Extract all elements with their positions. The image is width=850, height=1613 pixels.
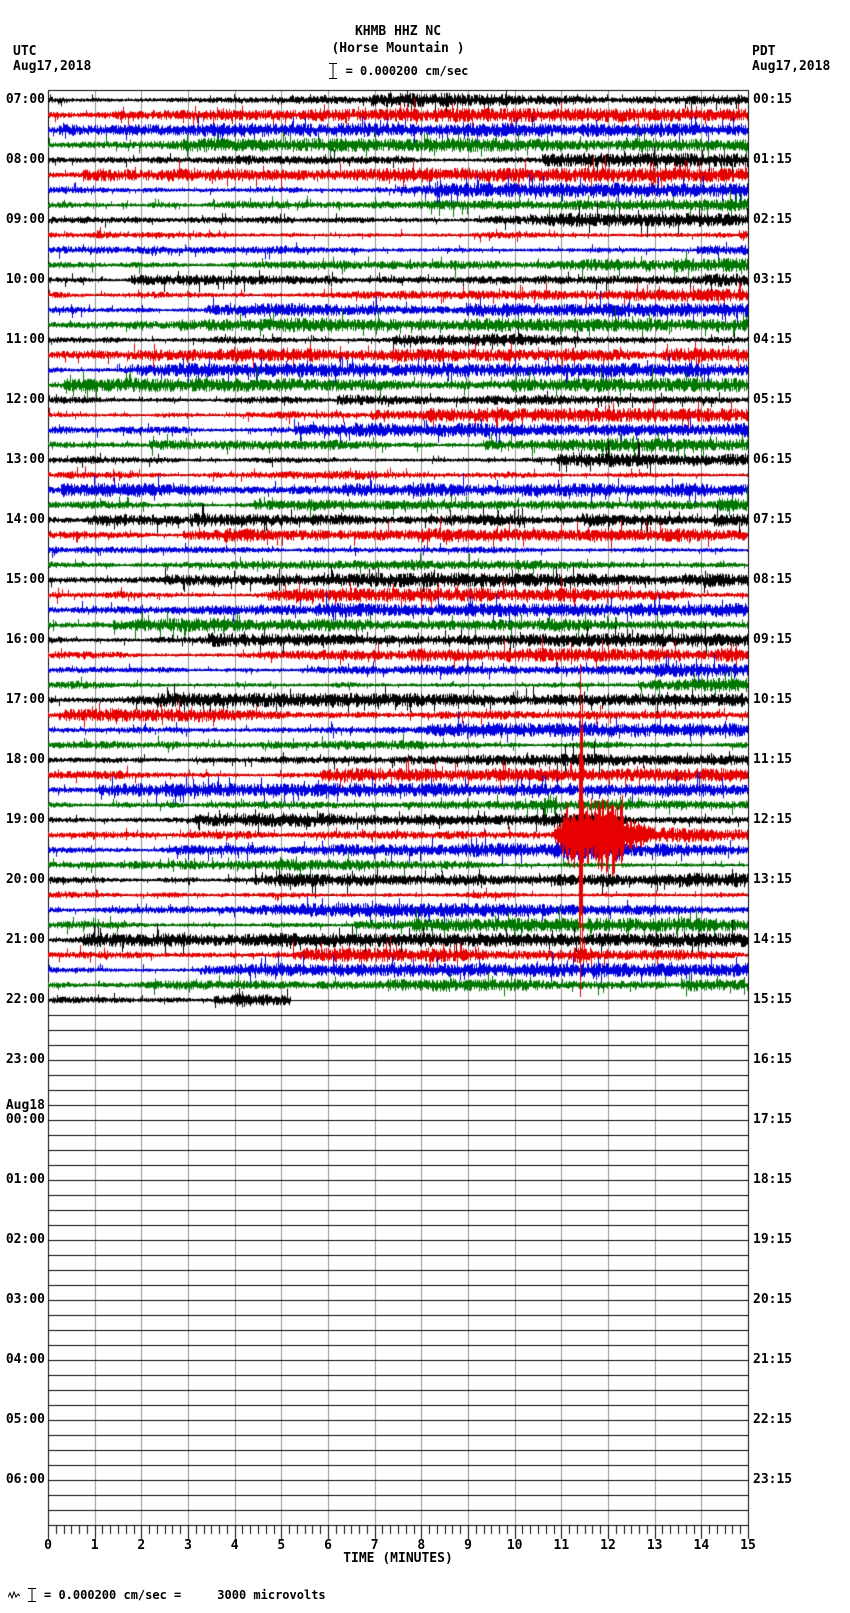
utc-row-label: 06:00 [5, 1472, 45, 1487]
x-tick-label: 13 [646, 1538, 663, 1553]
utc-row-label: 17:00 [5, 692, 45, 707]
x-tick-label: 11 [553, 1538, 570, 1553]
x-tick-label: 9 [464, 1538, 472, 1553]
utc-row-label: 21:00 [5, 932, 45, 947]
utc-day-rollover-label: Aug18 [5, 1098, 45, 1113]
pdt-row-label: 13:15 [753, 872, 793, 887]
utc-row-label: 01:00 [5, 1172, 45, 1187]
pdt-row-label: 00:15 [753, 92, 793, 107]
station-title: KHMB HHZ NC [354, 24, 442, 39]
pdt-row-label: 16:15 [753, 1052, 793, 1067]
utc-row-label: 03:00 [5, 1292, 45, 1307]
utc-row-label: 13:00 [5, 452, 45, 467]
x-tick-label: 2 [137, 1538, 146, 1553]
utc-row-label: 14:00 [5, 512, 45, 527]
x-tick-label: 6 [324, 1538, 332, 1553]
header-scale-legend [0, 62, 796, 80]
footer-microvolts: 3000 microvolts [217, 1588, 326, 1602]
utc-row-label: 20:00 [5, 872, 45, 887]
utc-row-label: 02:00 [5, 1232, 45, 1247]
x-tick-label: 14 [693, 1538, 710, 1553]
x-tick-label: 1 [90, 1538, 99, 1553]
pdt-row-label: 17:15 [753, 1112, 793, 1127]
x-tick-label: 3 [184, 1538, 192, 1553]
pdt-row-label: 10:15 [753, 692, 793, 707]
utc-row-label: 05:00 [5, 1412, 45, 1427]
x-axis-title: TIME (MINUTES) [343, 1551, 453, 1566]
utc-row-label: 16:00 [5, 632, 45, 647]
utc-row-label: 07:00 [5, 92, 45, 107]
station-subtitle: (Horse Mountain ) [331, 41, 465, 56]
pdt-row-label: 08:15 [753, 572, 793, 587]
utc-row-label: 19:00 [5, 812, 45, 827]
utc-row-label: 15:00 [5, 572, 45, 587]
utc-row-label: 18:00 [5, 752, 45, 767]
utc-row-label: 11:00 [5, 332, 45, 347]
x-tick-label: 15 [740, 1538, 756, 1553]
pdt-row-label: 15:15 [753, 992, 793, 1007]
pdt-row-label: 07:15 [753, 512, 793, 527]
x-tick-label: 12 [600, 1538, 616, 1553]
x-tick-label: 5 [277, 1538, 286, 1553]
x-tick-label: 4 [230, 1538, 239, 1553]
pdt-row-label: 04:15 [753, 332, 793, 347]
utc-row-label: 09:00 [5, 212, 45, 227]
timezone-left-label: UTC [13, 44, 37, 59]
footer-scale-equation: = 0.000200 cm/sec = [44, 1588, 182, 1602]
date-left-label: Aug17,2018 [13, 59, 92, 74]
pdt-row-label: 11:15 [753, 752, 793, 767]
pdt-row-label: 20:15 [753, 1292, 793, 1307]
pdt-row-label: 14:15 [753, 932, 793, 947]
pdt-row-label: 06:15 [753, 452, 793, 467]
pdt-row-label: 21:15 [753, 1352, 793, 1367]
utc-row-label: 22:00 [5, 992, 45, 1007]
pdt-row-label: 09:15 [753, 632, 793, 647]
x-tick-label: 7 [370, 1538, 379, 1553]
pdt-row-label: 23:15 [753, 1472, 793, 1487]
utc-row-label: 00:00 [5, 1112, 45, 1127]
pdt-row-label: 19:15 [753, 1232, 793, 1247]
x-tick-label: 0 [44, 1538, 52, 1553]
utc-row-label: 23:00 [5, 1052, 45, 1067]
footer-scale-legend [8, 1587, 326, 1603]
x-tick-label: 10 [506, 1538, 523, 1553]
utc-row-label: 10:00 [5, 272, 45, 287]
pdt-row-label: 05:15 [753, 392, 793, 407]
timezone-right-label: PDT [752, 44, 776, 59]
header-scale-text: = 0.000200 cm/sec [345, 64, 469, 78]
date-right-label: Aug17,2018 [752, 59, 831, 74]
utc-row-label: 12:00 [5, 392, 45, 407]
pdt-row-label: 12:15 [753, 812, 793, 827]
pdt-row-label: 18:15 [753, 1172, 793, 1187]
pdt-row-label: 03:15 [753, 272, 793, 287]
scale-bar-icon [328, 62, 338, 80]
pdt-row-label: 22:15 [753, 1412, 793, 1427]
x-tick-label: 8 [417, 1538, 426, 1553]
scale-bar-icon [27, 1587, 37, 1603]
pdt-row-label: 01:15 [753, 152, 793, 167]
utc-row-label: 08:00 [5, 152, 45, 167]
mini-waveform-icon [8, 1591, 20, 1599]
utc-row-label: 04:00 [5, 1352, 45, 1367]
pdt-row-label: 02:15 [753, 212, 793, 227]
